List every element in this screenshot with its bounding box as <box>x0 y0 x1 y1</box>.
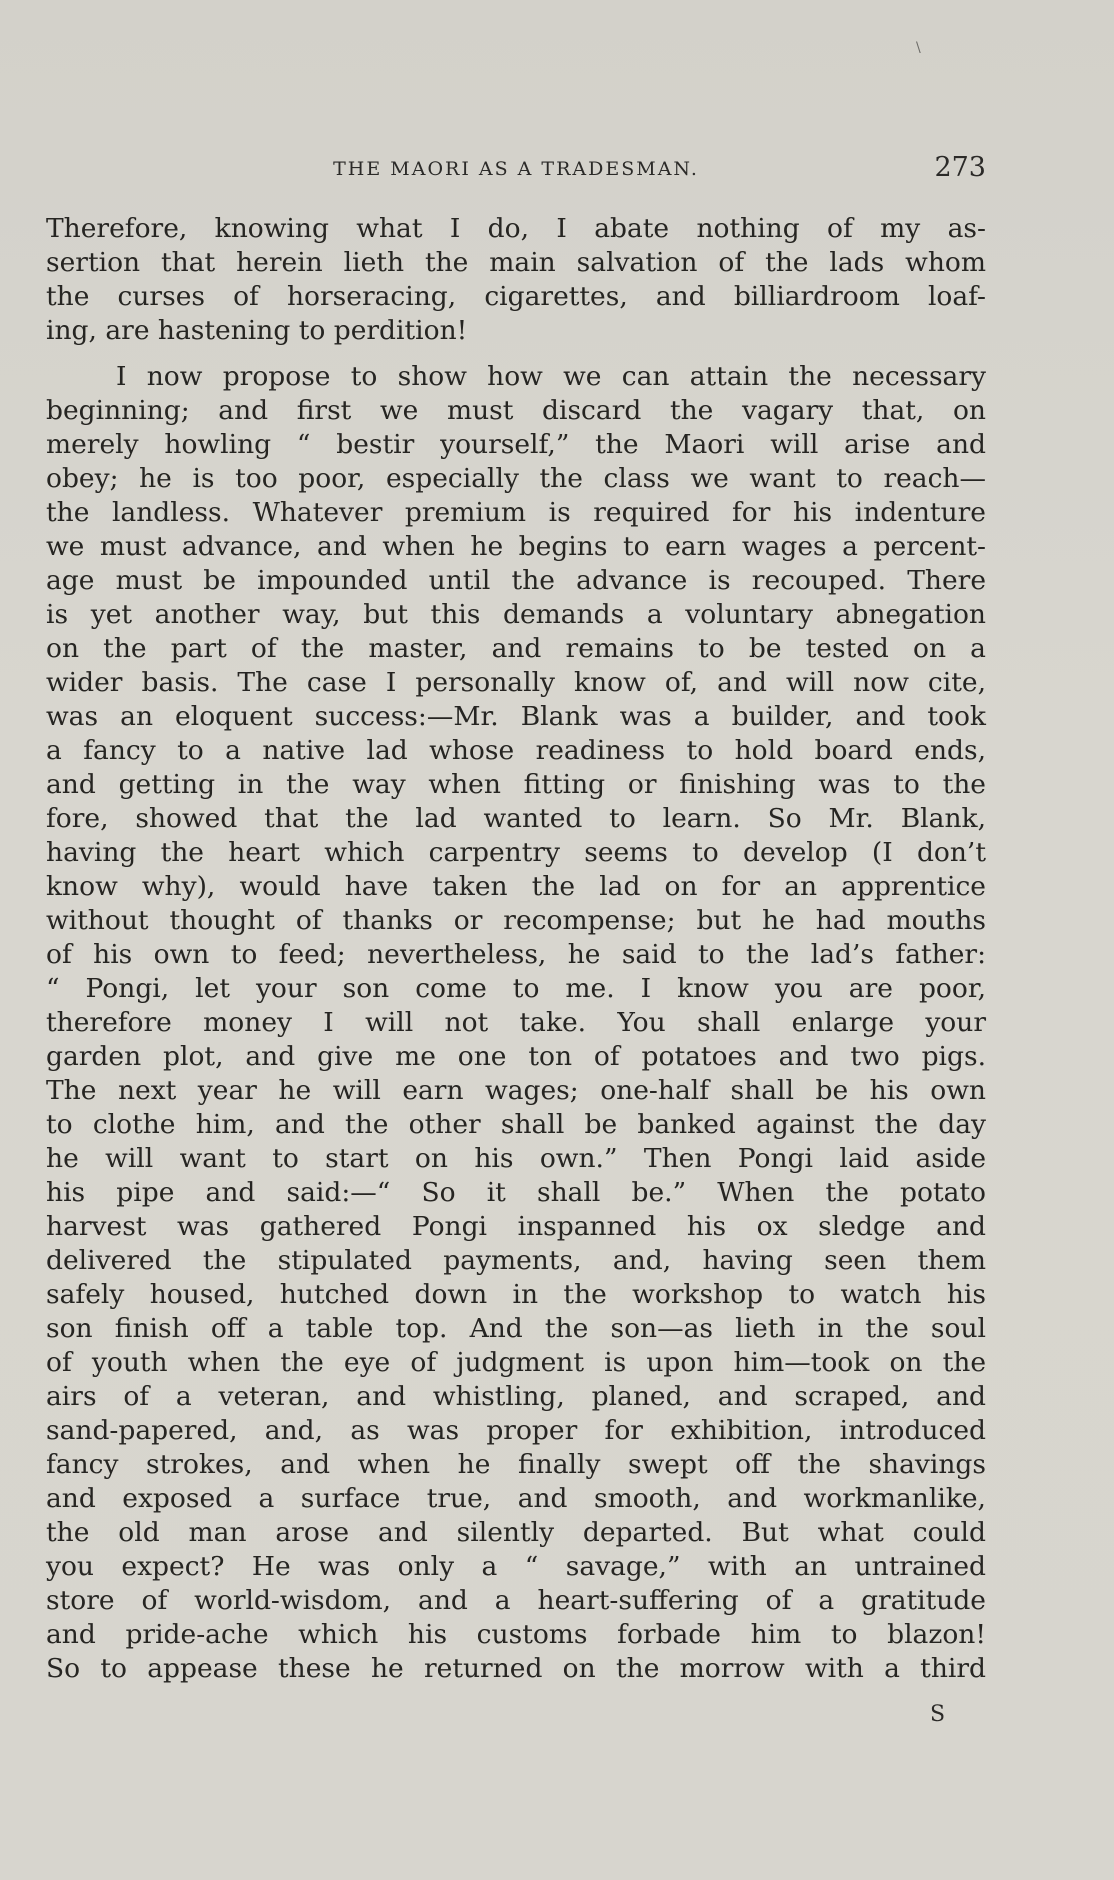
text-line: is yet another way, but this demands a voluntary abnegation <box>46 599 986 630</box>
text-line: store of world-wisdom, and a heart-suffering of a gratitude <box>46 1585 986 1616</box>
paragraph-2 <box>46 360 986 1686</box>
page-number: 273 <box>934 152 986 183</box>
text-line: merely howling “ bestir yourself,” the Maori will arise and <box>46 429 986 460</box>
text-line: beginning; and first we must discard the vagary that, on <box>46 395 986 426</box>
text-line: on the part of the master, and remains to be tested on a <box>46 633 986 664</box>
text-line: the curses of horseracing, cigarettes, and billiardroom loaf- <box>46 281 986 312</box>
text-line: So to appease these he returned on the morrow with a third <box>46 1653 986 1684</box>
text-line: I now propose to show how we can attain the necessary <box>116 361 986 392</box>
text-line: and getting in the way when fitting or finishing was to the <box>46 769 986 800</box>
paragraph-1 <box>46 212 986 348</box>
text-line: sertion that herein lieth the main salvation of the lads whom <box>46 247 986 278</box>
text-line: harvest was gathered Pongi inspanned his ox sledge and <box>46 1211 986 1242</box>
text-line: to clothe him, and the other shall be banked against the day <box>46 1109 986 1140</box>
text-line: of his own to feed; nevertheless, he said to the lad’s father: <box>46 939 986 970</box>
text-line: “ Pongi, let your son come to me. I know you are poor, <box>46 973 986 1004</box>
text-line: safely housed, hutched down in the workshop to watch his <box>46 1279 986 1310</box>
text-line: and exposed a surface true, and smooth, and workmanlike, <box>46 1483 986 1514</box>
text-line: and pride-ache which his customs forbade him to blazon! <box>46 1619 986 1650</box>
text-line: wider basis. The case I personally know of, and will now cite, <box>46 667 986 698</box>
text-line: age must be impounded until the advance is recouped. There <box>46 565 986 596</box>
text-line: was an eloquent success:—Mr. Blank was a builder, and took <box>46 701 986 732</box>
text-line: without thought of thanks or recompense; but he had mouths <box>46 905 986 936</box>
page-speck: \ <box>916 40 921 56</box>
signature-mark: S <box>930 1702 946 1727</box>
text-line: he will want to start on his own.” Then Pongi laid aside <box>46 1143 986 1174</box>
text-line: sand-papered, and, as was proper for exhibition, introduced <box>46 1415 986 1446</box>
text-line: airs of a veteran, and whistling, planed, and scraped, and <box>46 1381 986 1412</box>
text-line: Therefore, knowing what I do, I abate nothing of my as- <box>46 213 986 244</box>
text-line: the landless. Whatever premium is required for his indenture <box>46 497 986 528</box>
text-line: fancy strokes, and when he finally swept off the shavings <box>46 1449 986 1480</box>
running-head: THE MAORI AS A TRADESMAN. <box>333 158 699 180</box>
text-line: fore, showed that the lad wanted to learn. So Mr. Blank, <box>46 803 986 834</box>
text-line: garden plot, and give me one ton of potatoes and two pigs. <box>46 1041 986 1072</box>
text-line: we must advance, and when he begins to earn wages a percent- <box>46 531 986 562</box>
text-line: therefore money I will not take. You shall enlarge your <box>46 1007 986 1038</box>
text-line: The next year he will earn wages; one-half shall be his own <box>46 1075 986 1106</box>
text-line: know why), would have taken the lad on for an apprentice <box>46 871 986 902</box>
text-line: his pipe and said:—“ So it shall be.” When the potato <box>46 1177 986 1208</box>
body-text <box>46 212 986 1686</box>
text-line: ing, are hastening to perdition! <box>46 315 468 346</box>
text-line: son finish off a table top. And the son—as lieth in the soul <box>46 1313 986 1344</box>
text-line: of youth when the eye of judgment is upon him—took on the <box>46 1347 986 1378</box>
text-line: a fancy to a native lad whose readiness to hold board ends, <box>46 735 986 766</box>
text-line: delivered the stipulated payments, and, having seen them <box>46 1245 986 1276</box>
page-header <box>46 150 986 190</box>
text-line: the old man arose and silently departed. But what could <box>46 1517 986 1548</box>
text-line: you expect? He was only a “ savage,” with an untrained <box>46 1551 986 1582</box>
text-line: obey; he is too poor, especially the class we want to reach— <box>46 463 986 494</box>
text-line: having the heart which carpentry seems to develop (I don’t <box>46 837 986 868</box>
